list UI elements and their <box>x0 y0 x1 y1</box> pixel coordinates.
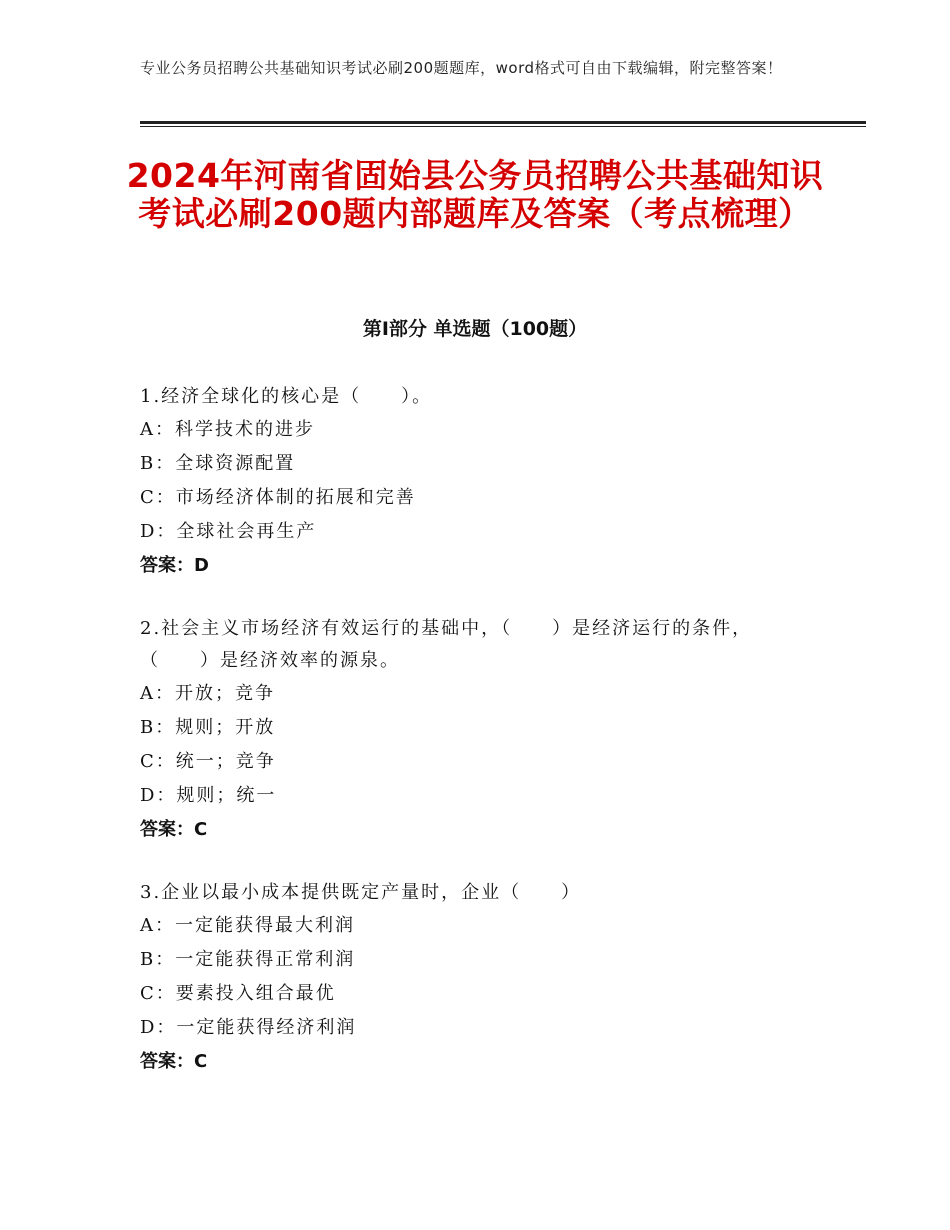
option-b: B：全球资源配置 <box>140 453 296 474</box>
option-b: B：一定能获得正常利润 <box>140 949 356 970</box>
question-1 <box>140 381 800 583</box>
question-3 <box>140 877 800 1079</box>
option-a: A：一定能获得最大利润 <box>140 915 355 936</box>
answer: 答案：D <box>140 555 209 576</box>
question-stem: 3.企业以最小成本提供既定产量时，企业（ ） <box>140 882 582 903</box>
option-c: C：统一；竞争 <box>140 751 276 772</box>
document-title: 2024年河南省固始县公务员招聘公共基础知识考试必刷200题内部题库及答案（考点梳理） <box>126 156 824 233</box>
header-divider-thin <box>140 126 866 127</box>
option-a: A：科学技术的进步 <box>140 419 315 440</box>
section-heading: 第Ⅰ部分 单选题（100题） <box>362 318 588 340</box>
option-d: D：全球社会再生产 <box>140 521 317 542</box>
option-a: A：开放；竞争 <box>140 683 275 704</box>
option-b: B：规则；开放 <box>140 717 276 738</box>
option-d: D：一定能获得经济利润 <box>140 1017 357 1038</box>
option-c: C：市场经济体制的拓展和完善 <box>140 487 416 508</box>
option-c: C：要素投入组合最优 <box>140 983 336 1004</box>
answer: 答案：C <box>140 1051 208 1072</box>
question-stem: 1.经济全球化的核心是（ ）。 <box>140 386 433 407</box>
question-list <box>140 381 800 1109</box>
header-divider-thick <box>140 121 866 124</box>
header-note: 专业公务员招聘公共基础知识考试必刷200题题库，word格式可自由下载编辑，附完整答案！ <box>140 59 783 77</box>
question-2 <box>140 613 800 847</box>
question-stem: 2.社会主义市场经济有效运行的基础中，（ ）是经济运行的条件，（ ）是经济效率的源泉。 <box>140 618 753 671</box>
answer: 答案：C <box>140 819 208 840</box>
option-d: D：规则；统一 <box>140 785 277 806</box>
